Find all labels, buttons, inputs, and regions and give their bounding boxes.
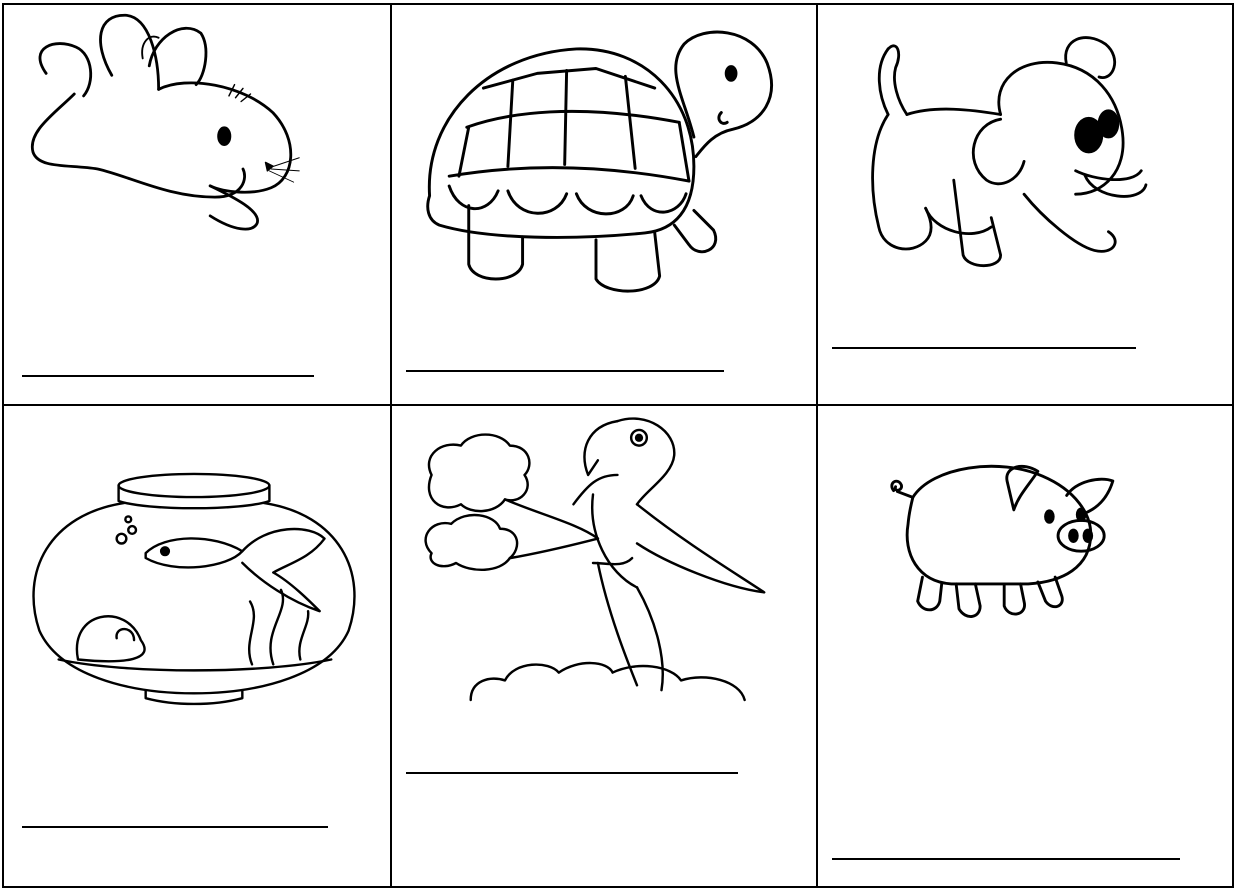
cell-puppy — [817, 4, 1233, 405]
cell-turtle — [391, 4, 817, 405]
turtle-drawing — [410, 19, 782, 304]
pig-drawing — [884, 456, 1134, 631]
answer-line-turtle[interactable] — [406, 370, 724, 372]
puppy-drawing — [860, 27, 1160, 277]
cell-pig — [817, 405, 1233, 887]
rabbit-drawing — [18, 9, 318, 254]
cell-parrot — [391, 405, 817, 887]
animal-grid — [2, 3, 1234, 888]
answer-line-puppy[interactable] — [832, 347, 1136, 349]
fishbowl-drawing — [20, 466, 368, 708]
cell-fishbowl — [3, 405, 391, 887]
answer-line-parrot[interactable] — [406, 772, 738, 774]
parrot-drawing — [412, 416, 774, 710]
answer-line-fishbowl[interactable] — [22, 826, 328, 828]
answer-line-pig[interactable] — [832, 858, 1180, 860]
answer-line-rabbit[interactable] — [22, 375, 314, 377]
cell-rabbit — [3, 4, 391, 405]
